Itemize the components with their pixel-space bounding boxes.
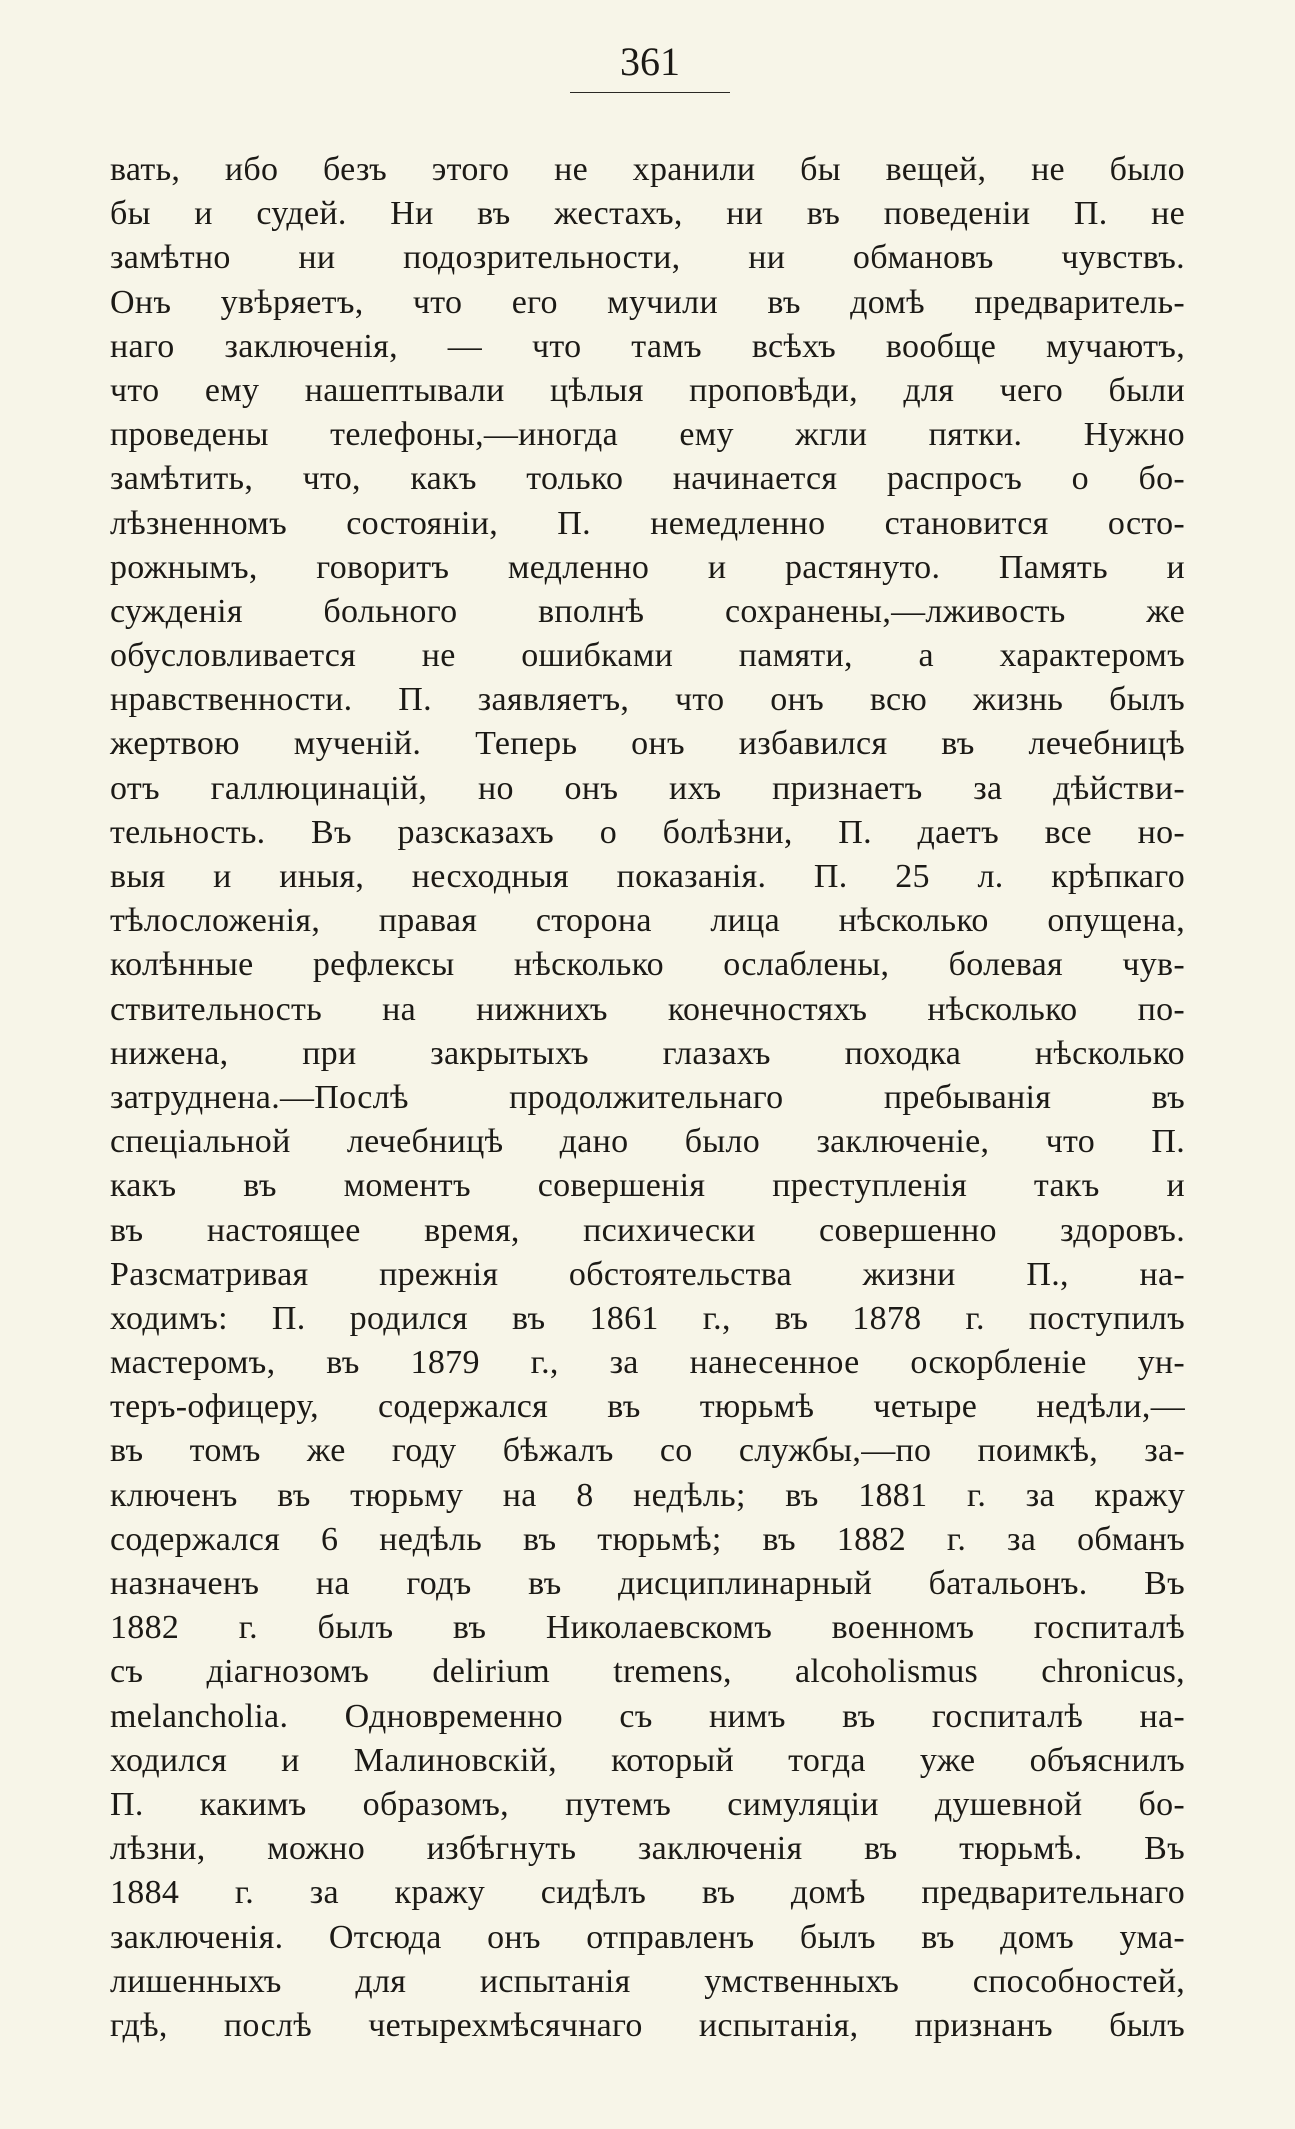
text-line: теръ-офицеру, содержался въ тюрьмѣ четыре недѣли,—	[110, 1388, 1185, 1426]
page-number: 361	[620, 39, 680, 84]
text-line: бы и судей. Ни въ жестахъ, ни въ поведенiи П. не	[110, 195, 1185, 233]
text-line: заключенiя. Отсюда онъ отправленъ былъ въ домъ ума-	[110, 1918, 1185, 1956]
text-line: вать, ибо безъ этого не хранили бы вещей, не было	[110, 151, 1185, 188]
text-line: П. какимъ образомъ, путемъ симуляцiи душевной бо-	[110, 1785, 1185, 1823]
text-line: обусловливается не ошибками памяти, а характеромъ	[110, 637, 1185, 675]
text-line: 1884 г. за кражу сидѣлъ въ домѣ предварительнаго	[110, 1874, 1185, 1912]
text-line: ключенъ въ тюрьму на 8 недѣль; въ 1881 г. за кражу	[110, 1476, 1185, 1514]
text-line: что ему нашептывали цѣлыя проповѣди, для чего были	[110, 371, 1185, 409]
text-line: тѣлосложенiя, правая сторона лица нѣсколько опущена,	[110, 902, 1185, 940]
text-line: лѣзни, можно избѣгнуть заключенiя въ тюрьмѣ. Въ	[110, 1830, 1185, 1868]
text-line: Онъ увѣряетъ, что его мучили въ домѣ предваритель-	[110, 283, 1185, 321]
text-line: тельность. Въ разсказахъ о болѣзни, П. даетъ все но-	[110, 813, 1185, 851]
text-line: съ дiагнозомъ delirium tremens, alcoholismus chronicus,	[110, 1653, 1185, 1691]
text-line: нижена, при закрытыхъ глазахъ походка нѣсколько	[110, 1034, 1185, 1072]
text-line: жертвою мученiй. Теперь онъ избавился въ лечебницѣ	[110, 725, 1185, 763]
text-line: какъ въ моментъ совершенiя преступленiя такъ и	[110, 1167, 1185, 1205]
text-line: выя и иныя, несходныя показанiя. П. 25 л. крѣпкаго	[110, 858, 1185, 895]
text-line: назначенъ на годъ въ дисциплинарный батальонъ. Въ	[110, 1565, 1185, 1602]
text-line: гдѣ, послѣ четырехмѣсячнаго испытанiя, признанъ былъ	[110, 2006, 1185, 2044]
text-line: затруднена.—Послѣ продолжительнаго пребыванiя въ	[110, 1078, 1185, 1116]
body-text	[110, 148, 1185, 2048]
text-line: замѣтить, что, какъ только начинается распросъ о бо-	[110, 460, 1185, 498]
text-line: замѣтно ни подозрительности, ни обмановъ чувствъ.	[110, 239, 1185, 277]
text-line: лишенныхъ для испытанiя умственныхъ способностей,	[110, 1962, 1185, 2000]
text-line: отъ галлюцинацiй, но онъ ихъ признаетъ за дѣйстви-	[110, 769, 1185, 807]
text-line: нравственности. П. заявляетъ, что онъ всю жизнь былъ	[110, 681, 1185, 719]
text-line: Разсматривая прежнiя обстоятельства жизни П., на-	[110, 1255, 1185, 1293]
text-line: ствительность на нижнихъ конечностяхъ нѣсколько по-	[110, 990, 1185, 1028]
text-line: лѣзненномъ состоянiи, П. немедленно становится осто-	[110, 504, 1185, 542]
text-line: проведены телефоны,—иногда ему жгли пятки. Нужно	[110, 416, 1185, 454]
text-line: въ настоящее время, психически совершенно здоровъ.	[110, 1211, 1185, 1249]
page-number-rule	[570, 92, 730, 93]
text-line: наго заключенiя, — что тамъ всѣхъ вообще мучаютъ,	[110, 327, 1185, 365]
text-line: ходился и Малиновскiй, который тогда уже объяснилъ	[110, 1741, 1185, 1779]
text-line: содержался 6 недѣль въ тюрьмѣ; въ 1882 г. за обманъ	[110, 1520, 1185, 1558]
text-line: колѣнные рефлексы нѣсколько ослаблены, болевая чув-	[110, 946, 1185, 984]
text-line: мастеромъ, въ 1879 г., за нанесенное оскорбленiе ун-	[110, 1344, 1185, 1382]
text-line: сужденiя больного вполнѣ сохранены,—лживость же	[110, 592, 1185, 630]
text-line: спецiальной лечебницѣ дано было заключенiе, что П.	[110, 1123, 1185, 1161]
text-line: ходимъ: П. родился въ 1861 г., въ 1878 г. поступилъ	[110, 1299, 1185, 1337]
text-line: рожнымъ, говоритъ медленно и растянуто. Память и	[110, 548, 1185, 586]
text-line: 1882 г. былъ въ Николаевскомъ военномъ госпиталѣ	[110, 1609, 1185, 1647]
text-line: melancholia. Одновременно съ нимъ въ госпиталѣ на-	[110, 1697, 1185, 1735]
text-line: въ томъ же году бѣжалъ со службы,—по поимкѣ, за-	[110, 1432, 1185, 1470]
